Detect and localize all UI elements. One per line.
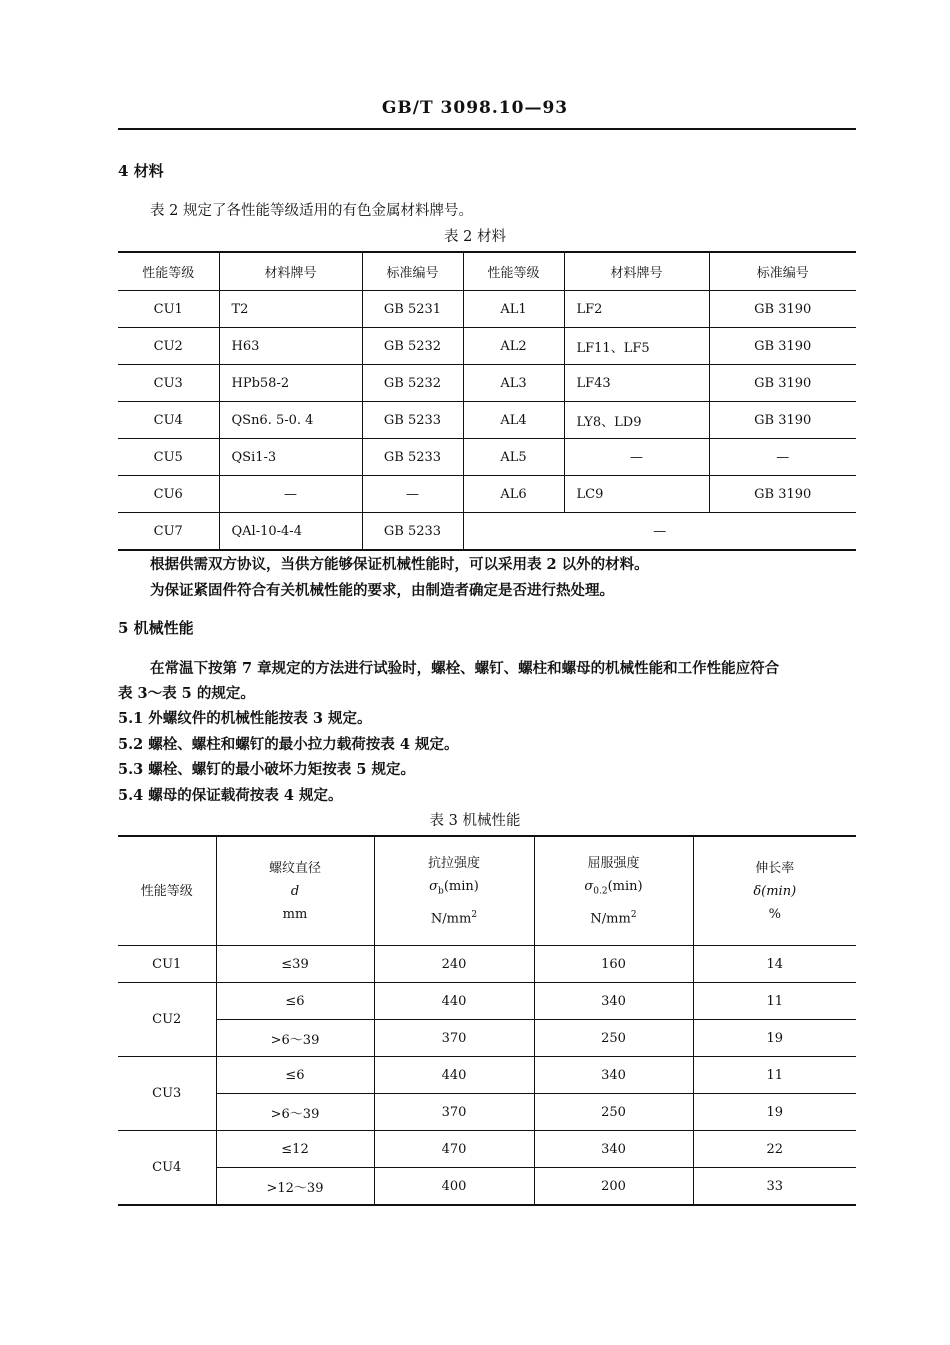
header-elongation — [693, 836, 856, 946]
table-cell: QSi1-3 — [219, 439, 362, 476]
header-standard: 标准编号 — [709, 252, 856, 291]
table-cell: AL6 — [463, 476, 564, 513]
table-cell: GB 3190 — [709, 476, 856, 513]
table-cell: GB 3190 — [709, 291, 856, 328]
table-row — [118, 1094, 856, 1131]
section-5-intro-line2: 表 3～表 5 的规定。 — [118, 685, 255, 702]
table-cell: GB 5232 — [362, 365, 463, 402]
table-row — [118, 946, 856, 983]
section-5-title: 5 机械性能 — [118, 619, 194, 637]
table-cell: AL4 — [463, 402, 564, 439]
grade-cell: CU1 — [118, 946, 216, 983]
yield-cell: 340 — [534, 983, 693, 1020]
yield-cell: 160 — [534, 946, 693, 983]
header-standard: 标准编号 — [362, 252, 463, 291]
header-rule — [118, 128, 856, 130]
yield-cell: 250 — [534, 1020, 693, 1057]
diameter-cell: ≤6 — [216, 1057, 374, 1094]
table-cell: — — [219, 476, 362, 513]
header-tensile-strength — [374, 836, 534, 946]
section-4-title: 4 材料 — [118, 162, 164, 180]
table-cell: LF2 — [564, 291, 709, 328]
header-material: 材料牌号 — [564, 252, 709, 291]
table-cell: H63 — [219, 328, 362, 365]
header-unit: N/mm — [590, 910, 631, 926]
tensile-cell: 400 — [374, 1168, 534, 1206]
table-row — [118, 983, 856, 1020]
header-symbol: d — [290, 883, 300, 899]
table-cell: — — [564, 439, 709, 476]
table-3-caption: 表 3 机械性能 — [429, 813, 521, 829]
note-1: 根据供需双方协议，当供方能够保证机械性能时，可以采用表 2 以外的材料。 — [150, 556, 649, 573]
header-unit: mm — [282, 906, 308, 922]
table-cell: GB 3190 — [709, 328, 856, 365]
header-symbol: σ — [429, 879, 439, 895]
table-cell: — — [709, 439, 856, 476]
table-cell: QAl-10-4-4 — [219, 513, 362, 551]
table-cell: QSn6. 5-0. 4 — [219, 402, 362, 439]
table-cell: GB 3190 — [709, 365, 856, 402]
table-row — [118, 1057, 856, 1094]
elongation-cell: 19 — [693, 1094, 856, 1131]
materials-table — [118, 251, 856, 551]
table-cell: HPb58-2 — [219, 365, 362, 402]
table-cell-merged: — — [463, 513, 856, 551]
table-2-caption: 表 2 材料 — [444, 229, 506, 245]
table-cell: AL2 — [463, 328, 564, 365]
clause-5-3: 5.3 螺栓、螺钉的最小破坏力矩按表 5 规定。 — [118, 761, 415, 778]
header-text: 螺纹直径 — [268, 860, 321, 876]
table-cell: CU1 — [118, 291, 219, 328]
header-unit: N/mm — [430, 910, 472, 926]
header-superscript: 2 — [630, 909, 637, 920]
table-cell: CU7 — [118, 513, 219, 551]
diameter-cell: ≤6 — [216, 983, 374, 1020]
table-cell: LC9 — [564, 476, 709, 513]
tensile-cell: 440 — [374, 1057, 534, 1094]
table-row — [118, 328, 856, 365]
clause-5-1: 5.1 外螺纹件的机械性能按表 3 规定。 — [118, 710, 372, 727]
header-superscript: 2 — [471, 909, 478, 920]
table-cell: CU6 — [118, 476, 219, 513]
header-material: 材料牌号 — [219, 252, 362, 291]
elongation-cell: 11 — [693, 1057, 856, 1094]
header-unit: % — [768, 906, 781, 922]
table-row — [118, 439, 856, 476]
diameter-cell: ≤39 — [216, 946, 374, 983]
section-4-intro: 表 2 规定了各性能等级适用的有色金属材料牌号。 — [150, 203, 473, 219]
header-grade: 性能等级 — [118, 252, 219, 291]
table-row — [118, 513, 856, 551]
standard-code-header: GB/T 3098.10—93 — [381, 98, 569, 118]
tensile-cell: 370 — [374, 1020, 534, 1057]
table-row — [118, 1020, 856, 1057]
header-subscript: b — [438, 886, 444, 897]
table-cell: GB 5233 — [362, 513, 463, 551]
mechanical-properties-table — [118, 835, 856, 1206]
header-text: 屈服强度 — [587, 856, 640, 872]
note-2: 为保证紧固件符合有关机械性能的要求，由制造者确定是否进行热处理。 — [150, 582, 614, 599]
table-cell: AL1 — [463, 291, 564, 328]
grade-cell: CU3 — [118, 1057, 216, 1131]
clause-5-2: 5.2 螺栓、螺柱和螺钉的最小拉力载荷按表 4 规定。 — [118, 736, 459, 753]
table-cell: GB 5232 — [362, 328, 463, 365]
yield-cell: 200 — [534, 1168, 693, 1206]
clause-5-4: 5.4 螺母的保证载荷按表 4 规定。 — [118, 787, 343, 804]
header-symbol: δ(min) — [753, 883, 797, 899]
table-cell: GB 3190 — [709, 402, 856, 439]
table-cell: AL5 — [463, 439, 564, 476]
elongation-cell: 11 — [693, 983, 856, 1020]
header-text: 伸长率 — [755, 860, 795, 876]
diameter-cell: >6～39 — [216, 1094, 374, 1131]
header-grade: 性能等级 — [463, 252, 564, 291]
tensile-cell: 370 — [374, 1094, 534, 1131]
elongation-cell: 14 — [693, 946, 856, 983]
diameter-cell: ≤12 — [216, 1131, 374, 1168]
table-cell: LF43 — [564, 365, 709, 402]
header-symbol: σ — [584, 879, 594, 895]
elongation-cell: 22 — [693, 1131, 856, 1168]
header-yield-strength — [534, 836, 693, 946]
tensile-cell: 470 — [374, 1131, 534, 1168]
table-header-row — [118, 836, 856, 946]
table-cell: T2 — [219, 291, 362, 328]
table-row — [118, 1131, 856, 1168]
table-cell: CU2 — [118, 328, 219, 365]
tensile-cell: 440 — [374, 983, 534, 1020]
table-cell: CU4 — [118, 402, 219, 439]
elongation-cell: 19 — [693, 1020, 856, 1057]
header-subscript: 0.2 — [593, 886, 608, 897]
table-cell: — — [362, 476, 463, 513]
yield-cell: 340 — [534, 1057, 693, 1094]
table-row — [118, 365, 856, 402]
grade-cell: CU2 — [118, 983, 216, 1057]
table-row — [118, 1168, 856, 1206]
yield-cell: 250 — [534, 1094, 693, 1131]
grade-cell: CU4 — [118, 1131, 216, 1206]
header-grade: 性能等级 — [118, 836, 216, 946]
table-cell: AL3 — [463, 365, 564, 402]
diameter-cell: >6～39 — [216, 1020, 374, 1057]
table-cell: CU3 — [118, 365, 219, 402]
table-cell: GB 5231 — [362, 291, 463, 328]
table-row — [118, 402, 856, 439]
table-row — [118, 291, 856, 328]
elongation-cell: 33 — [693, 1168, 856, 1206]
section-5-intro-line1: 在常温下按第 7 章规定的方法进行试验时，螺栓、螺钉、螺柱和螺母的机械性能和工作性能应符合 — [150, 660, 780, 677]
table-cell: GB 5233 — [362, 402, 463, 439]
header-text: 抗拉强度 — [427, 856, 480, 872]
table-cell: LY8、LD9 — [564, 402, 709, 439]
header-thread-diameter — [216, 836, 374, 946]
diameter-cell: >12～39 — [216, 1168, 374, 1206]
table-cell: GB 5233 — [362, 439, 463, 476]
yield-cell: 340 — [534, 1131, 693, 1168]
header-min: (min) — [607, 879, 643, 895]
table-cell: CU5 — [118, 439, 219, 476]
header-min: (min) — [443, 879, 479, 895]
table-header-row — [118, 252, 856, 291]
tensile-cell: 240 — [374, 946, 534, 983]
table-cell: LF11、LF5 — [564, 328, 709, 365]
table-row — [118, 476, 856, 513]
